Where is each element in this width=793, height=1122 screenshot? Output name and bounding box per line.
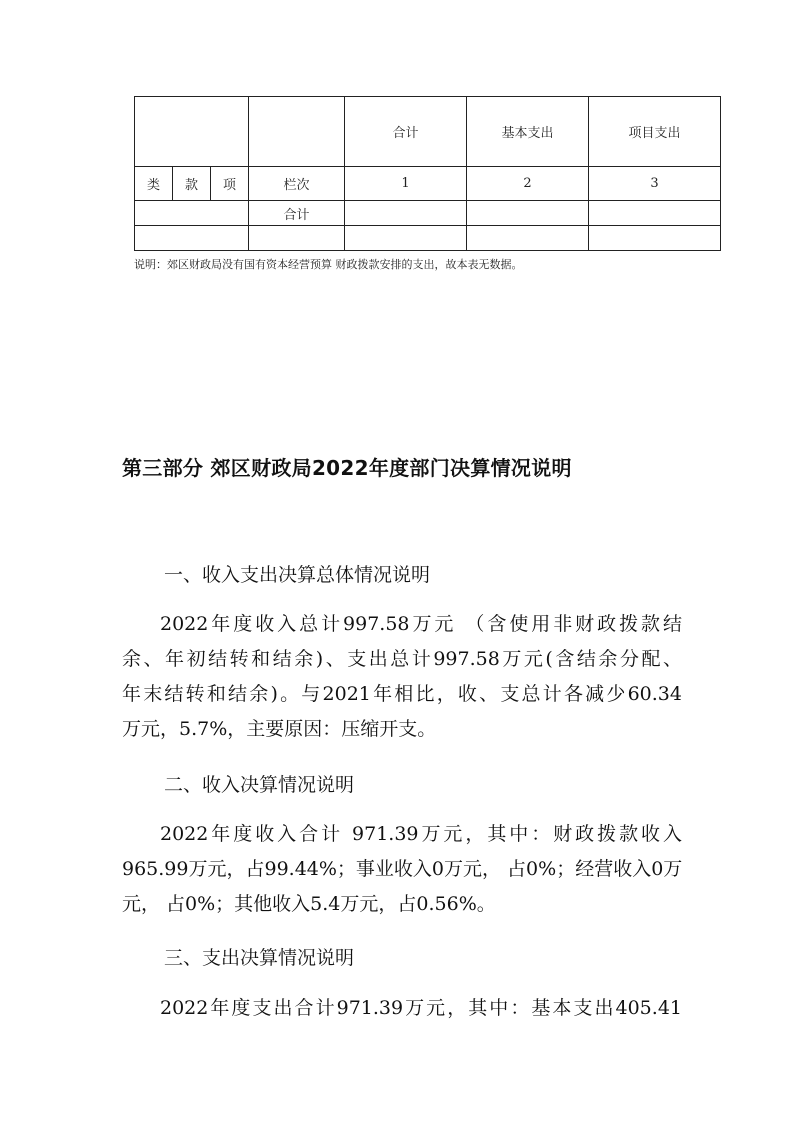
table-header-empty-cell bbox=[135, 97, 249, 167]
col-kuan: 款 bbox=[173, 167, 211, 201]
col-lanci: 栏次 bbox=[249, 167, 345, 201]
table-cell bbox=[249, 226, 345, 251]
table-cell bbox=[589, 201, 721, 226]
section-3-title: 三、支出决算情况说明 bbox=[164, 947, 355, 969]
table-header-row bbox=[135, 97, 721, 167]
section-1-title: 一、收入支出决算总体情况说明 bbox=[164, 564, 431, 586]
col-index-3: 3 bbox=[589, 167, 721, 201]
state-capital-budget-table bbox=[134, 96, 721, 251]
paragraph-line: 2022年度收入总计997.58万元 （含使用非财政拨款结 bbox=[160, 613, 682, 635]
table-cell bbox=[467, 201, 589, 226]
paragraph-line: 余、年初结转和结余)、支出总计997.58万元(含结余分配、 bbox=[122, 648, 682, 670]
paragraph-line: 2022年度支出合计971.39万元，其中：基本支出405.41 bbox=[160, 997, 682, 1019]
table-cell bbox=[135, 201, 249, 226]
header-total: 合计 bbox=[345, 97, 467, 167]
section-2-paragraph bbox=[122, 817, 682, 922]
table-cell bbox=[135, 226, 249, 251]
table-header-empty-cell bbox=[249, 97, 345, 167]
paragraph-line: 元， 占0%；其他收入5.4万元，占0.56%。 bbox=[122, 893, 496, 915]
col-lei: 类 bbox=[135, 167, 173, 201]
table-cell bbox=[589, 226, 721, 251]
paragraph-line: 年末结转和结余)。与2021年相比，收、支总计各减少60.34 bbox=[122, 683, 682, 705]
col-xiang: 项 bbox=[211, 167, 249, 201]
part-title: 第三部分 郊区财政局2022年度部门决算情况说明 bbox=[122, 456, 572, 480]
table-total-row bbox=[135, 201, 721, 226]
header-project-expense: 项目支出 bbox=[589, 97, 721, 167]
section-3-paragraph bbox=[122, 991, 682, 1026]
table-cell bbox=[345, 226, 467, 251]
paragraph-line: 万元，5.7%，主要原因：压缩开支。 bbox=[122, 718, 437, 740]
total-row-label: 合计 bbox=[249, 201, 345, 226]
section-2-title: 二、收入决算情况说明 bbox=[164, 774, 355, 796]
table-cell bbox=[467, 226, 589, 251]
col-index-2: 2 bbox=[467, 167, 589, 201]
table-cell bbox=[345, 201, 467, 226]
section-1-paragraph bbox=[122, 607, 682, 747]
paragraph-line: 965.99万元，占99.44%；事业收入0万元， 占0%；经营收入0万 bbox=[122, 858, 683, 880]
table-column-index-row bbox=[135, 167, 721, 201]
header-basic-expense: 基本支出 bbox=[467, 97, 589, 167]
table-note: 说明：郊区财政局没有国有资本经营预算 财政拨款安排的支出，故本表无数据。 bbox=[134, 258, 523, 271]
paragraph-line: 2022年度收入合计 971.39万元，其中：财政拨款收入 bbox=[160, 823, 682, 845]
col-index-1: 1 bbox=[345, 167, 467, 201]
table-empty-row bbox=[135, 226, 721, 251]
